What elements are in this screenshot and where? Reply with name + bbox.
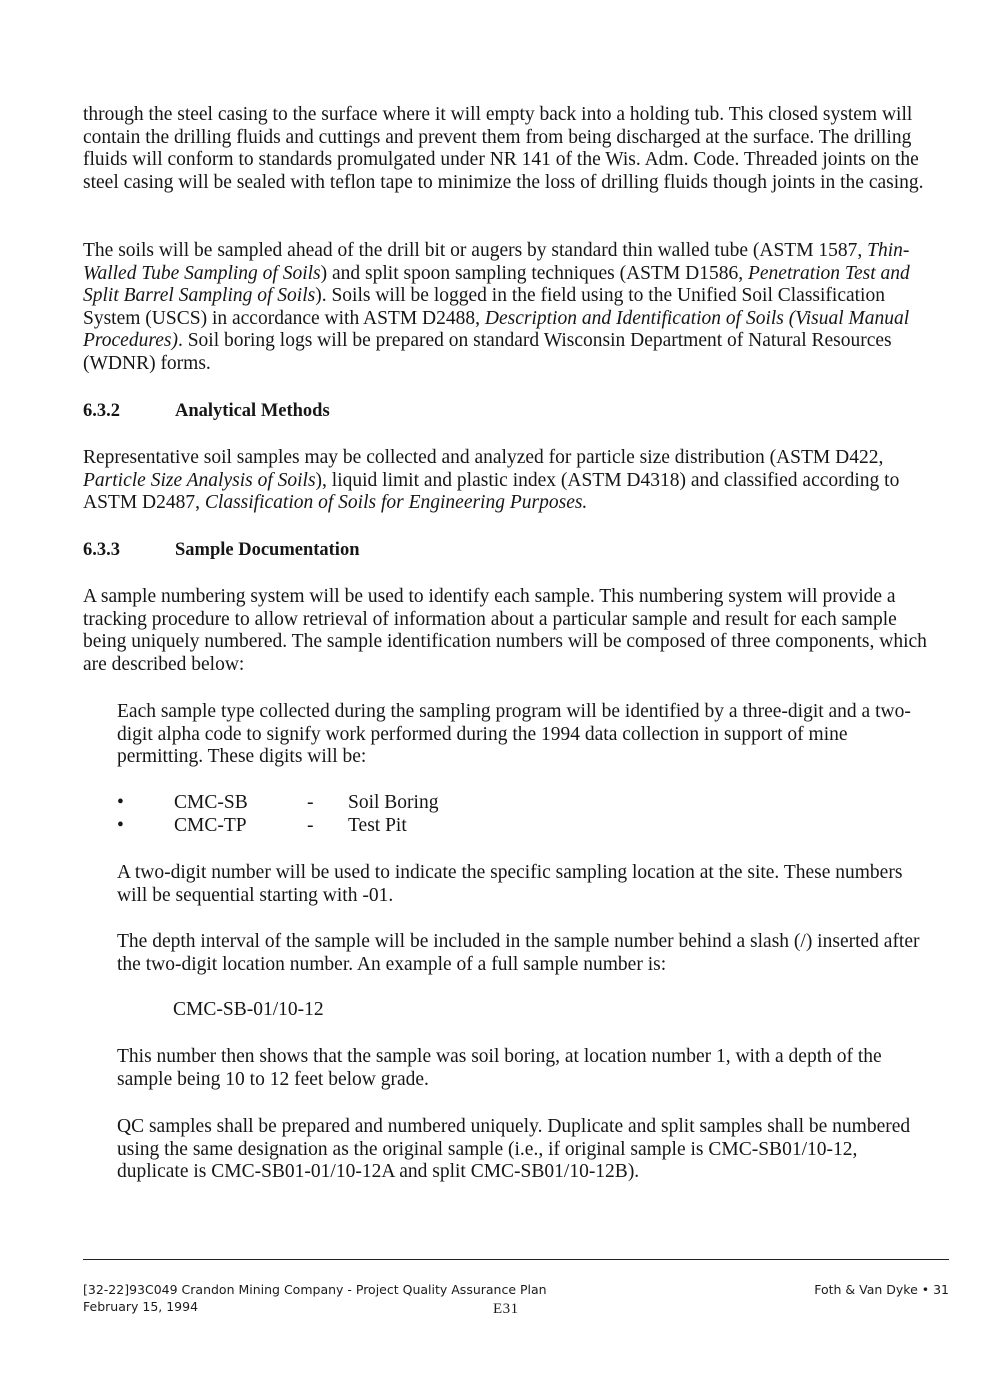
example-sample-number: CMC-SB-01/10-12: [173, 999, 324, 1020]
separator: -: [307, 815, 314, 836]
bullet: •: [117, 792, 124, 813]
list-item: [117, 792, 617, 815]
section-heading-632: [83, 400, 330, 422]
paragraph-soil-sampling: [83, 240, 928, 376]
text-run: The soils will be sampled ahead of the drill bit or augers by standard thin walled tube (ASTM 1587,: [83, 240, 868, 261]
paragraph-sample-type: Each sample type collected during the sampling program will be identified by a three-digit and a two-digit alpha code to signify work performed during the 1994 data collection in support of mine permitting. These digits will be:: [117, 701, 911, 768]
paragraph-analytical: [83, 447, 928, 515]
paragraph-number-meaning: This number then shows that the sample was soil boring, at location number 1, with a depth of the sample being 10 to 12 feet below grade.: [117, 1046, 882, 1090]
footer-exhibit-code: E31: [493, 1301, 519, 1317]
paragraph-depth-interval: The depth interval of the sample will be included in the sample number behind a slash (/) inserted after the two-digit location number. An example of a full sample number is:: [117, 931, 920, 975]
footer-date: February 15, 1994: [83, 1299, 199, 1314]
section-number: 6.3.3: [83, 540, 120, 560]
paragraph-qc-samples: QC samples shall be prepared and numbered uniquely. Duplicate and split samples shall be numbered using the same designation as the original sample (i.e., if original sample is CMC-SB01/10-12, duplicate is CMC-SB01-01/10-12A and split CMC-SB01/10-12B).: [117, 1116, 911, 1183]
section-number: 6.3.2: [83, 401, 120, 421]
italic-reference: Particle Size Analysis of Soils: [83, 469, 316, 491]
section-title: Sample Documentation: [175, 540, 360, 560]
italic-reference: Description and Identification of Soils (Visual Manual Procedures): [83, 307, 910, 352]
text-run: ). Soils will be logged in the field using to the Unified Soil Classification System (USCS) in accordance with ASTM D2488,: [83, 285, 885, 329]
text-run: . Soil boring logs will be prepared on standard Wisconsin Department of Natural Resources (WDNR) forms.: [83, 330, 892, 374]
list-item: [117, 815, 617, 838]
text-run: Representative soil samples may be collected and analyzed for particle size distribution (ASTM D422,: [83, 447, 884, 468]
text-run: ) and split spoon sampling techniques (ASTM D1586,: [320, 262, 748, 284]
paragraph-drilling-fluids: through the steel casing to the surface where it will empty back into a holding tub. This closed system will contain the drilling fluids and cuttings and prevent them from being discharged at the surface. The drilling fluids will conform to standards promulgated under NR 141 of the Wis. Adm. Code. Threaded joints on the steel casing will be sealed with teflon tape to minimize the loss of drilling fluids though joints in the casing.: [83, 104, 924, 193]
sample-description: Soil Boring: [348, 792, 439, 813]
sample-code: CMC-SB: [174, 792, 248, 813]
sample-description: Test Pit: [348, 815, 407, 836]
italic-reference: Classification of Soils for Engineering Purposes.: [204, 492, 588, 514]
footer-divider: [83, 1259, 949, 1260]
italic-reference: Thin-Walled Tube Sampling of Soils: [83, 240, 910, 284]
footer-document-info: [83, 1281, 547, 1315]
italic-reference: Penetration Test and Split Barrel Sampling of Soils: [83, 262, 910, 307]
paragraph-location-number: A two-digit number will be used to indicate the specific sampling location at the site. These numbers will be sequential starting with -01.: [117, 862, 903, 906]
text-run: ), liquid limit and plastic index (ASTM D4318) and classified according to ASTM D2487,: [83, 469, 900, 514]
bullet: •: [117, 815, 124, 836]
sample-code: CMC-TP: [174, 815, 247, 836]
footer-page-number: Foth & Van Dyke • 31: [814, 1282, 949, 1297]
paragraph-numbering-system: A sample numbering system will be used to identify each sample. This numbering system will provide a tracking procedure to allow retrieval of information about a particular sample and result for each sample being uniquely numbered. The sample identification numbers will be composed of three components, which are described below:: [83, 586, 927, 675]
separator: -: [307, 792, 314, 813]
section-heading-633: [83, 539, 360, 561]
footer-project-line: [32-22]93C049 Crandon Mining Company - Project Quality Assurance Plan: [83, 1282, 547, 1297]
section-title: Analytical Methods: [175, 401, 330, 421]
